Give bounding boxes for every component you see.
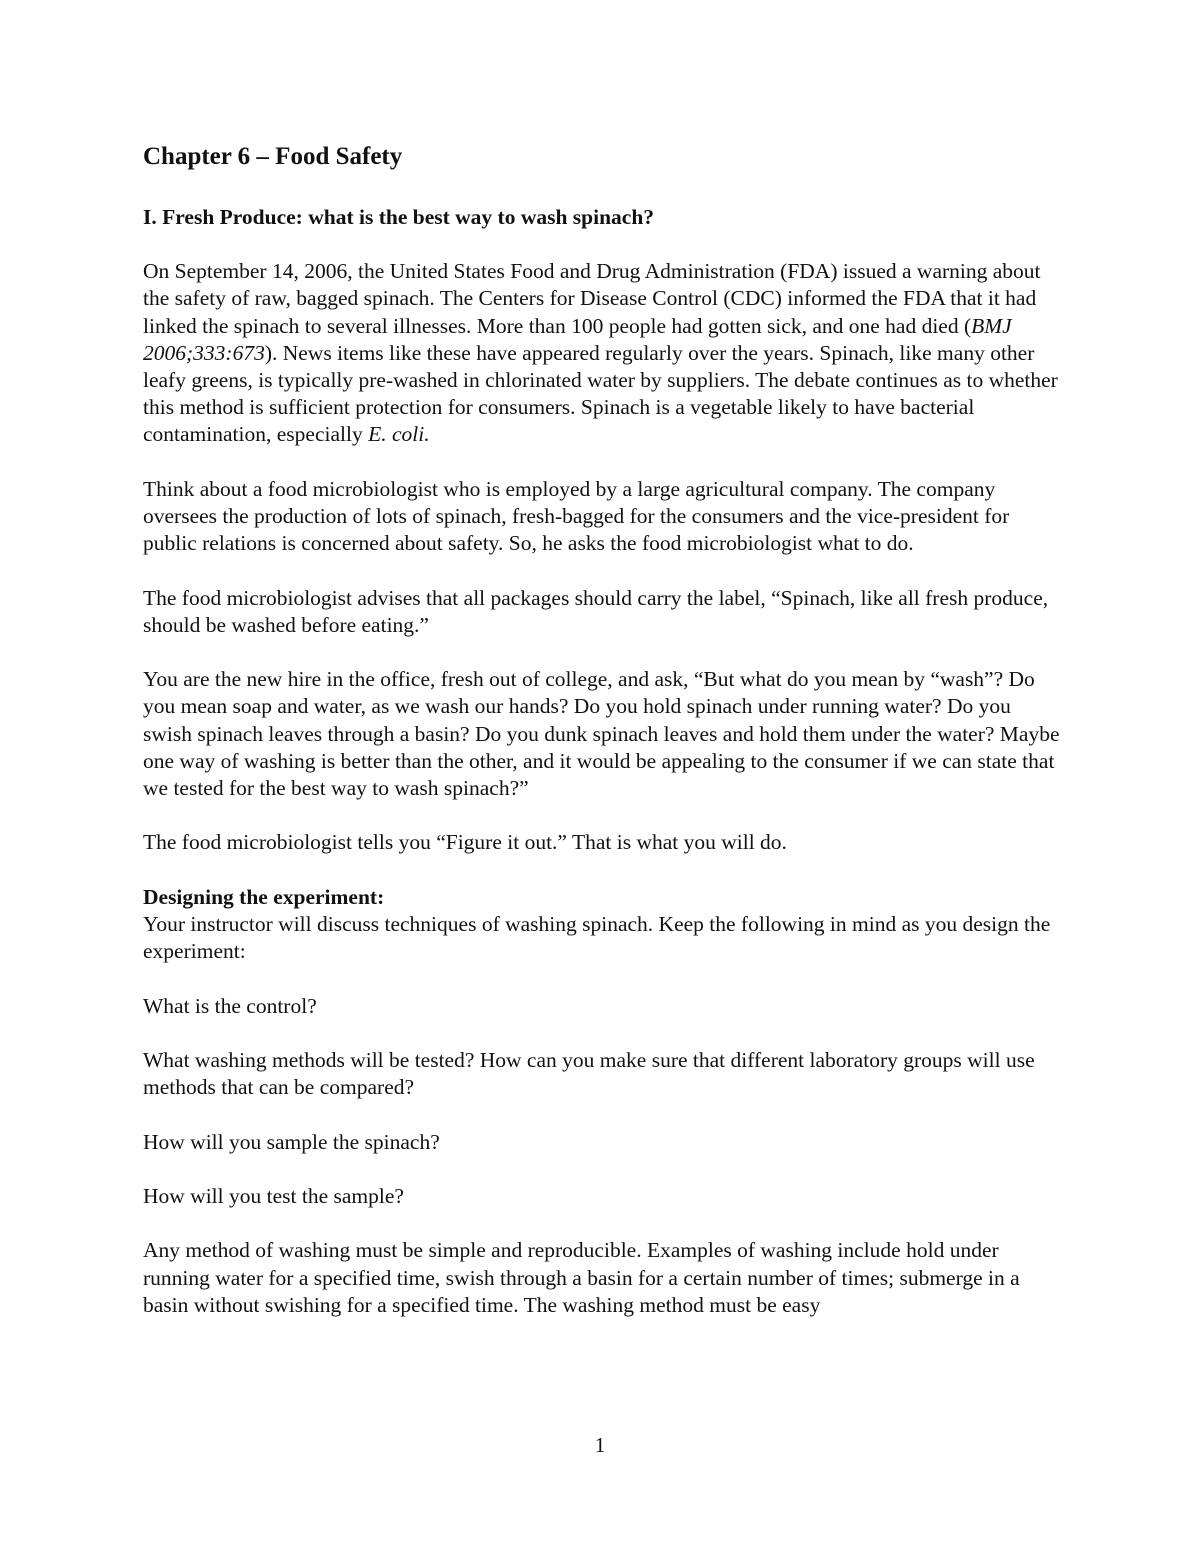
question-sampling: How will you sample the spinach? [143, 1129, 440, 1154]
washing-methods-paragraph: Any method of washing must be simple and reproducible. Examples of washing include hold under running water for a specified time, swish through a basin for a certain number of times; submerge in a basin without swishing for a specified time. The washing method must be easy [143, 1238, 1020, 1317]
section-heading: I. Fresh Produce: what is the best way to wash spinach? [143, 205, 655, 229]
page-content [143, 140, 1063, 1346]
question-methods: What washing methods will be tested? How can you make sure that different laboratory groups will use methods that can be compared? [143, 1047, 1035, 1100]
new-hire-paragraph: You are the new hire in the office, fresh out of college, and ask, “But what do you mean by “wash”? Do you mean soap and water, as we wash our hands? Do you hold spinach under running water? Do you swish spinach leaves through a basin? Do you dunk spinach leaves and hold them under the water? Maybe one way of washing is better than the other, and it would be appealing to the consumer if we can state that we tested for the best way to wash spinach?” [143, 667, 1060, 801]
label-advice-paragraph: The food microbiologist advises that all packages should carry the label, “Spinach, like all fresh produce, should be washed before eating.” [143, 585, 1049, 637]
figure-it-out-paragraph: The food microbiologist tells you “Figure it out.” That is what you will do. [143, 830, 787, 855]
question-control: What is the control? [143, 993, 317, 1018]
organism-name: E. coli. [368, 422, 430, 447]
intro-paragraph [143, 258, 1063, 448]
designing-heading: Designing the experiment: [143, 884, 385, 909]
chapter-title: Chapter 6 – Food Safety [143, 143, 403, 170]
page-number: 1 [594, 1433, 606, 1457]
intro-text-part2: ). News items like these have appeared regularly over the years. Spinach, like many other leafy greens, is typically pre-washed in chlorinated water by suppliers. The debate continues as to whether this method is sufficient protection for consumers. Spinach is a vegetable likely to have bacterial contamination, especially [143, 340, 1058, 447]
question-testing: How will you test the sample? [143, 1183, 404, 1208]
scenario-paragraph: Think about a food microbiologist who is employed by a large agricultural company. The company oversees the production of lots of spinach, fresh-bagged for the consumers and the vice-president for public relations is concerned about safety. So, he asks the food microbiologist what to do. [143, 476, 1010, 556]
designing-section [143, 884, 1063, 966]
designing-text: Your instructor will discuss techniques of washing spinach. Keep the following in mind as you design the experiment: [143, 912, 1051, 964]
citation: BMJ 2006;333:673 [143, 313, 1012, 365]
intro-text-part1: On September 14, 2006, the United States Food and Drug Administration (FDA) issued a warning about the safety of raw, bagged spinach. The Centers for Disease Control (CDC) informed the FDA that it had linked the spinach to several illnesses. More than 100 people had gotten sick, and one had died ( [143, 259, 1041, 338]
